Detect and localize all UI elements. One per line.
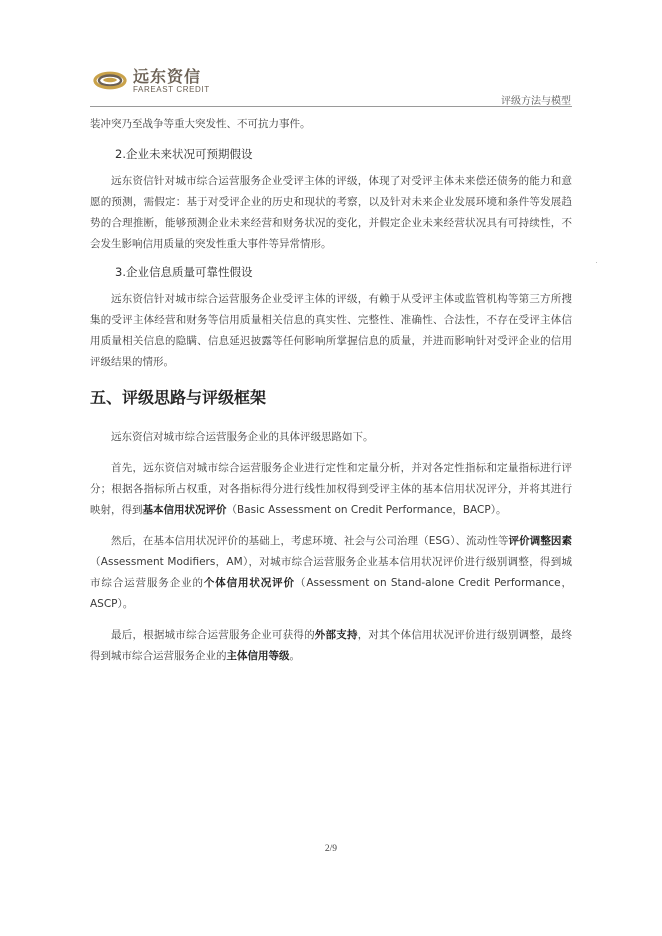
first-step-text: 首先，远东资信对城市综合运营服务企业进行定性和定量分析，并对各定性指标和定量指标进行评分；根据各指标所占权重，对各指标得分进行线性加权得到受评主体的基本信用状况评分，并将其进行映射，得到 — [90, 462, 572, 516]
page-body — [90, 112, 572, 667]
logo-english-name: FAREAST CREDIT — [133, 85, 210, 94]
scan-speck — [596, 262, 597, 263]
am-definition: （Assessment Modifiers，AM），对城市综合运营服务企业基本信用状况评价进行级别调整，得到城市综合运营服务企业的 — [90, 556, 572, 589]
final-step-end: 。 — [289, 650, 300, 662]
bacp-term: 基本信用状况评价 — [142, 504, 227, 516]
bacp-definition: （Basic Assessment on Credit Performance，BACP）。 — [226, 504, 507, 516]
final-step-text: 最后，根据城市综合运营服务企业可获得的 — [111, 629, 315, 641]
document-type-label: 评级方法与模型 — [501, 96, 571, 107]
logo-chinese-name: 远东资信 — [133, 67, 202, 86]
second-step-text: 然后，在基本信用状况评价的基础上，考虑环境、社会与公司治理（ESG）、流动性等 — [111, 535, 509, 547]
fareast-logo-icon — [92, 64, 128, 96]
ascp-term: 个体信用状况评价 — [203, 577, 295, 589]
final-step-text-2: ，对其个体信用状况评价进行级别调整，最终得到城市综合运营服务企业的 — [90, 629, 573, 662]
subheading-future-predictability: 2.企业未来状况可预期假设 — [115, 147, 253, 161]
ascp-definition: （Assessment on Stand-alone Credit Performance，ASCP）。 — [90, 577, 573, 610]
issuer-rating-term: 主体信用等级 — [226, 650, 290, 662]
paragraph-continuation: 装冲突乃至战争等重大突发性、不可抗力事件。 — [90, 118, 311, 130]
section-heading: 五、评级思路与评级框架 — [90, 388, 267, 407]
paragraph-second-step — [90, 531, 572, 615]
paragraph-future-predictability: 远东资信针对城市综合运营服务企业受评主体的评级，体现了对受评主体未来偿还债务的能力和意愿的预测，需假定：基于对受评企业的历史和现状的考察，以及针对未来企业发展环境和条件等发展趋势的合理推断，能够预测企业未来经营和财务状况的变化，并假定企业未来经营状况具有可持续性，不会发生影响信用质量的突发性重大事件等异常情形。 — [90, 175, 572, 250]
paragraph-intro: 远东资信对城市综合运营服务企业的具体评级思路如下。 — [111, 431, 374, 443]
header-divider — [90, 106, 572, 107]
paragraph-final-step — [90, 625, 572, 667]
subheading-information-reliability: 3.企业信息质量可靠性假设 — [115, 265, 253, 279]
paragraph-information-reliability: 远东资信针对城市综合运营服务企业受评主体的评级，有赖于从受评主体或监管机构等第三方所搜集的受评主体经营和财务等信用质量相关信息的真实性、完整性、准确性、合法性，不存在受评主体信用质量相关信息的隐瞒、信息延迟披露等任何影响所掌握信息的质量，并进而影响针对受评企业的信用评级结果的情形。 — [90, 293, 572, 368]
paragraph-first-step — [90, 458, 572, 521]
am-term: 评价调整因素 — [508, 535, 573, 547]
external-support-term: 外部支持 — [314, 629, 358, 641]
page-number: 2/9 — [324, 844, 338, 854]
page-header — [0, 0, 662, 110]
